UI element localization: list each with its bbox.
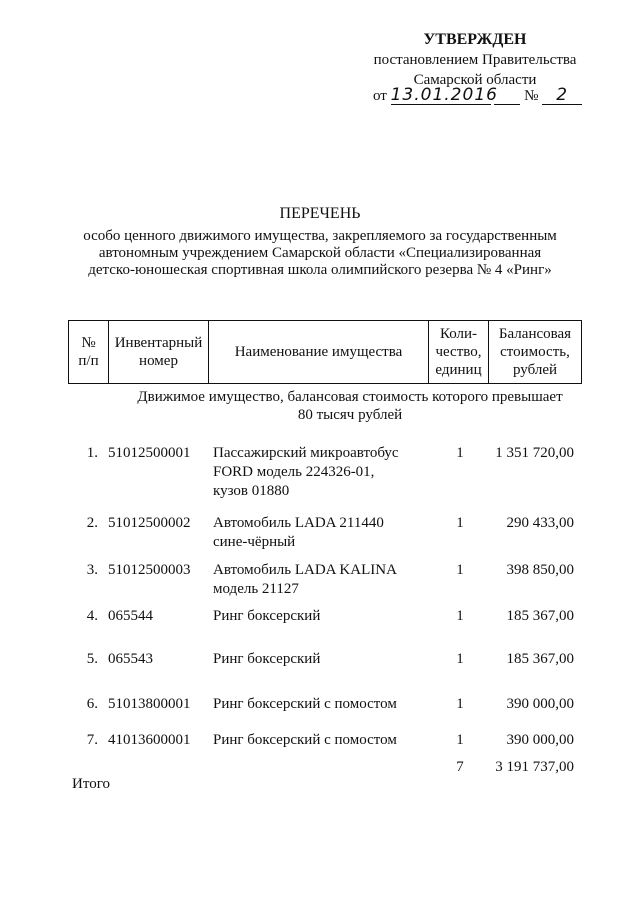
row-name bbox=[213, 444, 428, 501]
row-name-line: Автомобиль LADA KALINA bbox=[213, 562, 397, 578]
header-num-label: № п/п bbox=[78, 335, 99, 369]
row-qty: 1 bbox=[456, 562, 464, 578]
row-number: 7. bbox=[86, 732, 98, 748]
total-cost: 3 191 737,00 bbox=[495, 759, 574, 775]
header-name bbox=[209, 321, 429, 383]
approval-line-2: Самарской области bbox=[413, 72, 537, 88]
row-cost: 390 000,00 bbox=[506, 732, 574, 748]
row-name bbox=[213, 650, 428, 669]
row-cost: 1 351 720,00 bbox=[495, 445, 574, 461]
row-number: 4. bbox=[86, 608, 98, 624]
section-line-1: Движимое имущество, балансовая стоимость которого превышает bbox=[137, 389, 563, 405]
row-inventory: 51012500001 bbox=[108, 445, 191, 461]
section-caption bbox=[70, 388, 630, 424]
approval-date: 13.01.2016 bbox=[390, 85, 498, 105]
row-qty: 1 bbox=[456, 608, 464, 624]
header-qty-label: Коли-чество, единиц bbox=[435, 326, 482, 378]
row-name bbox=[213, 607, 428, 626]
row-name bbox=[213, 695, 428, 714]
header-cost-label: Балансовая стоимость, рублей bbox=[498, 326, 572, 378]
row-number: 2. bbox=[86, 515, 98, 531]
heading-line-3: детско-юношеская спортивная школа олимпийского резерва № 4 «Ринг» bbox=[88, 262, 552, 278]
header-inventory-label: Инвентарный номер bbox=[114, 335, 203, 369]
row-name-line: Автомобиль LADA 211440 bbox=[213, 515, 384, 531]
approval-number: 2 bbox=[542, 86, 582, 105]
table-header bbox=[68, 320, 582, 384]
document-heading bbox=[70, 205, 570, 279]
row-name-line: кузов 01880 bbox=[213, 483, 290, 499]
row-cost: 185 367,00 bbox=[506, 608, 574, 624]
total-label: Итого bbox=[72, 776, 110, 792]
approval-line-1: постановлением Правительства bbox=[373, 52, 577, 68]
date-underline-tail bbox=[494, 86, 520, 105]
row-name-line: Ринг боксерский bbox=[213, 608, 321, 624]
approval-block bbox=[330, 30, 620, 90]
header-qty bbox=[429, 321, 489, 383]
row-inventory: 51013800001 bbox=[108, 696, 191, 712]
row-qty: 1 bbox=[456, 732, 464, 748]
row-qty: 1 bbox=[456, 696, 464, 712]
row-name-line: Пассажирский микроавтобус bbox=[213, 445, 399, 461]
approval-date-line bbox=[373, 86, 582, 105]
row-qty: 1 bbox=[456, 651, 464, 667]
row-number: 6. bbox=[86, 696, 98, 712]
heading-line-1: особо ценного движимого имущества, закрепляемого за государственным bbox=[83, 228, 557, 244]
row-name-line: сине-чёрный bbox=[213, 534, 296, 550]
row-qty: 1 bbox=[456, 515, 464, 531]
row-cost: 390 000,00 bbox=[506, 696, 574, 712]
section-line-2: 80 тысяч рублей bbox=[297, 407, 403, 423]
heading-line-2: автономным учреждением Самарской области «Специализированная bbox=[98, 245, 542, 261]
header-num bbox=[69, 321, 109, 383]
row-cost: 185 367,00 bbox=[506, 651, 574, 667]
header-cost bbox=[489, 321, 581, 383]
row-inventory: 065543 bbox=[108, 651, 153, 667]
row-cost: 290 433,00 bbox=[506, 515, 574, 531]
row-number: 5. bbox=[86, 651, 98, 667]
row-name-line: Ринг боксерский с помостом bbox=[213, 696, 397, 712]
row-qty: 1 bbox=[456, 445, 464, 461]
row-name bbox=[213, 731, 428, 750]
approval-title: УТВЕРЖДЕН bbox=[423, 31, 527, 48]
date-prefix: от bbox=[373, 88, 387, 104]
row-inventory: 51012500002 bbox=[108, 515, 191, 531]
row-inventory: 51012500003 bbox=[108, 562, 191, 578]
number-prefix: № bbox=[524, 88, 539, 104]
row-cost: 398 850,00 bbox=[506, 562, 574, 578]
row-number: 1. bbox=[86, 445, 98, 461]
row-inventory: 41013600001 bbox=[108, 732, 191, 748]
header-inventory bbox=[109, 321, 209, 383]
row-name-line: Ринг боксерский bbox=[213, 651, 321, 667]
row-name-line: FORD модель 224326-01, bbox=[213, 464, 375, 480]
total-qty: 7 bbox=[456, 759, 464, 775]
row-name-line: модель 21127 bbox=[213, 581, 299, 597]
heading-title: ПЕРЕЧЕНЬ bbox=[279, 205, 361, 222]
row-name bbox=[213, 561, 428, 599]
header-name-label: Наименование имущества bbox=[234, 344, 403, 360]
row-name-line: Ринг боксерский с помостом bbox=[213, 732, 397, 748]
row-inventory: 065544 bbox=[108, 608, 153, 624]
row-number: 3. bbox=[86, 562, 98, 578]
row-name bbox=[213, 514, 428, 552]
